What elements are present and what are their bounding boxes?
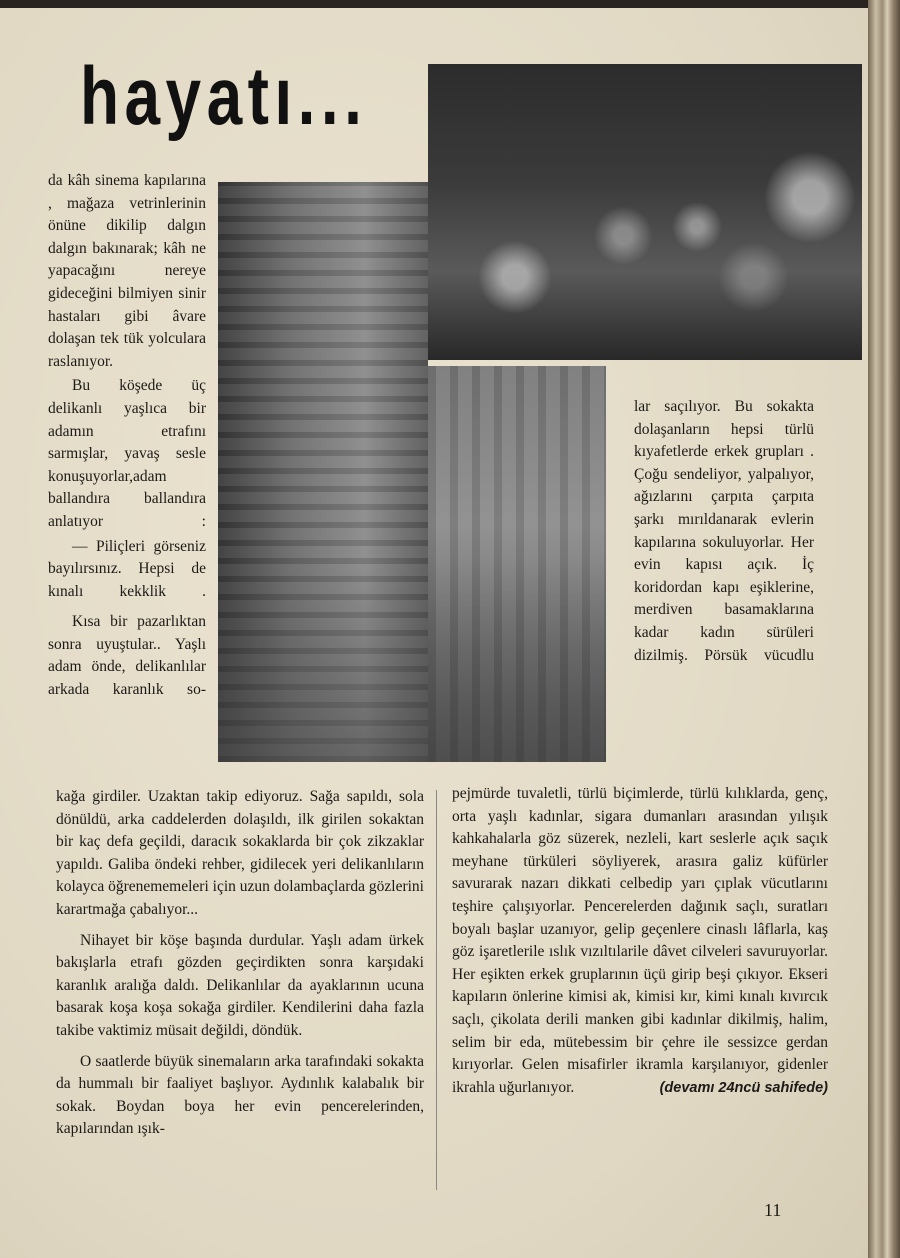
bottom-right-column [452, 783, 828, 1100]
continued-note: (devamı 24ncü sahifede) [659, 1080, 828, 1097]
street-crowd-photo [428, 366, 606, 762]
paragraph: Bu köşede üç delikanlı yaşlıca bir adamın etrafını sarmışlar, yavaş sesle konuşuyorlar,adam ballandıra ballandıra anlatıyor : [48, 377, 206, 530]
paragraph: O saatlerde büyük sinemaların arka tarafındaki sokakta da hummalı bir faaliyet başlıyor. Aydınlık kalabalık bir sokak. Boydan boya her evin pencerelerinden, kapılarından ışık- [56, 1052, 424, 1138]
paragraph: da kâh sinema kapılarına , mağaza vetrinlerinin önüne dikilip dalgın dalgın bakınarak; kâh ne yapacağını nereye gideceğini bilmiyen sinir hastaları gibi âvare dolaşan tek tük yolculara raslanıyor. [48, 172, 206, 370]
paragraph: — Piliçleri görseniz bayılırsınız. Hepsi de kınalı kekklik . [48, 537, 206, 600]
column-divider [436, 790, 437, 1190]
book-binding [868, 0, 900, 1258]
scan-edge-top [0, 0, 900, 8]
paragraph: lar saçılıyor. Bu sokakta dolaşanların hepsi türlü kıyafetlerde erkek grupları . Çoğu sendeliyor, yalpalıyor, ağızlarını çarpıta çarpıta şarkı mırıldanarak evlerin kapılarına sokuluyorlar. Her evin kapısı açık. İç koridordan kapı eşiklerine, merdiven basamaklarına kadar kadın sürüleri dizilmiş. Pörsük vücudlu [634, 398, 814, 664]
right-column [634, 396, 814, 667]
page-heading: hayatı... [80, 51, 368, 142]
paragraph: pejmürde tuvaletli, türlü biçimlerde, türlü kılıklarda, genç, orta yaşlı kadınlar, sigara dumanları arasından yılışık kahkahalarla göz süzerek, nezleli, kart seslerle açık saçık meyhane türküleri söyliyerek, arasıra galiz küfürler savurarak nazarı dikkati celbedip yarı çıplak vücutlarını teşhire çalışıyorlar. Pencerelerden dağınık saçlı, suratları boyalı başlar uzanıyor, gelip geçenlere cinaslı lâflarla, kaş göz işaretlerile ıslık vızıltılarile dâvet cilveleri savuruyorlar. Her eşikten erkek gruplarının üçü girip beşi çıkıyor. Ekseri kapıların önlerine kimisi ak, kimisi kır, kimi kınalı kıvırcık saçlı, çikolata derili manken gibi kadınlar dikilmiş, halim, selim bir eda, mütebessim bir çehre ile sessizce gerdan kırıyorlar. Gelen misafirler ikramla karşılanıyor, gidenler ikrahla uğurlanıyor. [452, 785, 828, 1096]
night-street-photo [428, 64, 862, 360]
paragraph: Nihayet bir köşe başında durdular. Yaşlı adam ürkek bakışlarla etrafı gözden geçirdikten sonra karşıdaki karanlık aralığa daldı. Delikanlılar da ayaklarının ucuna basarak koşa koşa sokağa girdiler. Kendilerini daha fazla takibe vaktimiz müsait değildi, döndük. [56, 931, 424, 1039]
bottom-left-column [56, 786, 424, 1141]
left-column [48, 170, 206, 702]
page-number: 11 [764, 1200, 782, 1220]
street-aerial-photo [218, 182, 428, 762]
paragraph: Kısa bir pazarlıktan sonra uyuştular.. Yaşlı adam önde, delikanlılar arkada karanlık so- [48, 613, 206, 699]
paragraph: kağa girdiler. Uzaktan takip ediyoruz. Sağa sapıldı, sola dönüldü, arka caddelerden dolaşıldı, ilk girilen sokaktan bir kaç defa geçildi, daracık sokaklarda bir çok zikzaklar yapıldı. Galiba öndeki rehber, gidilecek yeri delikanlıların kolayca öğrenememeleri için uzun dolambaçlarda gözlerini karartmağa çabalıyor... [56, 788, 424, 918]
